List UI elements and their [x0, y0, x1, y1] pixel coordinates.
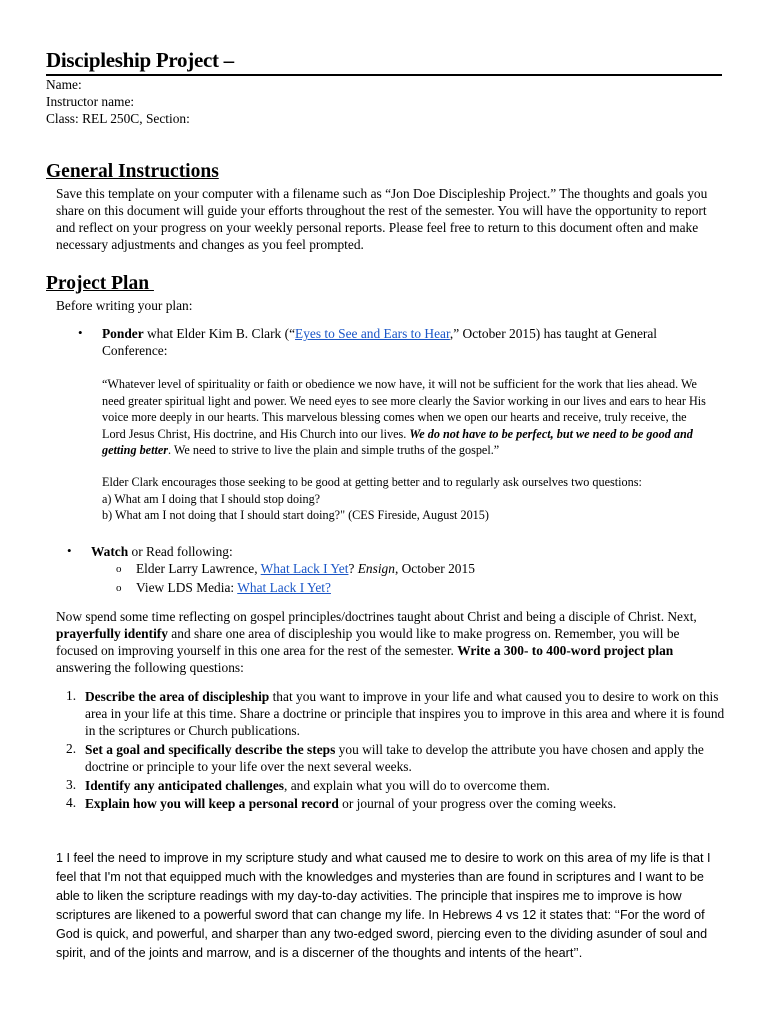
circle-bullet-icon: o	[116, 563, 122, 575]
question-b: b) What am I not doing that I should start doing?" (CES Fireside, August 2015)	[102, 508, 489, 522]
quote-emphasis: We do not have to be perfect, but we need to be good and getting better	[102, 426, 693, 457]
quote-text: “Whatever level of spirituality or faith or obedience we now have, it will not be sufficient for the work that lies ahead. We need greater spiritual light and power. We need eyes to see more clearly the Savior working in our lives and ears to hear His voice more deeply in our hearts. This marvelous blessing comes when we open our hearts and receive, truly receive, the Lord Jesus Christ, His doctrine, and His Church into our lives.	[102, 377, 706, 441]
reflect-paragraph	[56, 608, 724, 676]
watch-item	[91, 543, 233, 560]
watch-subitem-2	[136, 579, 331, 596]
clark-questions	[102, 474, 710, 524]
question-item-3	[85, 777, 725, 794]
question-item-4	[85, 795, 725, 812]
name-field-label: Name:	[46, 77, 82, 92]
list-number: 1.	[66, 688, 77, 703]
question-1-bold: Describe the area of discipleship	[85, 689, 270, 704]
subitem1-mid: ?	[348, 561, 358, 576]
ponder-item	[102, 325, 702, 359]
question-2-rest: you will take to develop the attribute you have chosen and apply the doctrine or principle to your life over the next several weeks.	[85, 742, 704, 774]
project-plan-heading: Project Plan	[46, 273, 154, 294]
reflect-bold-1: prayerfully identify	[56, 626, 168, 641]
list-number: 4.	[66, 795, 77, 810]
student-info	[46, 76, 190, 127]
watch-rest: or Read following:	[128, 544, 233, 559]
question-2-bold: Set a goal and specifically describe the steps	[85, 742, 336, 757]
general-instructions-text: Save this template on your computer with a filename such as “Jon Doe Discipleship Project.” The thoughts and goals you share on this document will guide your efforts throughout the rest of the semester. You will have the opportunity to report and reflect on your progress on your weekly personal reports. Please feel free to return to this document often and make necessary adjustments and changes as you feel prompted.	[56, 186, 708, 252]
subitem1-pre: Elder Larry Lawrence,	[136, 561, 261, 576]
general-instructions-heading: General Instructions	[46, 161, 219, 182]
question-3-bold: Identify any anticipated challenges	[85, 778, 285, 793]
eyes-to-see-link[interactable]: Eyes to See and Ears to Hear	[295, 326, 450, 341]
question-3-rest: , and explain what you will do to overcome them.	[284, 778, 550, 793]
question-a: a) What am I doing that I should stop doing?	[102, 491, 321, 506]
quote-end: . We need to strive to live the plain and simple truths of the gospel.”	[168, 443, 500, 457]
ensign-italic: Ensign	[357, 561, 395, 576]
what-lack-i-yet-link[interactable]: What Lack I Yet	[260, 561, 349, 576]
instructor-field-label: Instructor name:	[46, 94, 135, 109]
plan-intro: Before writing your plan:	[56, 298, 193, 313]
bullet-dot-icon: •	[67, 543, 72, 558]
clark-quote	[102, 376, 710, 459]
reflect-bold-2: Write a 300- to 400-word project plan	[457, 643, 674, 658]
reflect-text-3: answering the following questions:	[56, 660, 244, 675]
question-1-rest: that you want to improve in your life and what caused you to desire to work on this area in your life at this time. Share a doctrine or principle that inspires you to improve in this area and where it is found in the scriptures or Church publications.	[85, 689, 725, 738]
questions-intro: Elder Clark encourages those seeking to be good at getting better and to regularly ask ourselves two questions:	[102, 475, 642, 489]
document-title: Discipleship Project –	[46, 46, 722, 76]
circle-bullet-icon: o	[116, 582, 122, 594]
student-answer: 1 I feel the need to improve in my scripture study and what caused me to desire to work on this area of my life is that I feel that I'm not that equipped much with the knowledges and mysteries than are found in scriptures and I want to be able to liken the scripture readings with my day-to-day activities. The principle that inspires me to improve is how scriptures are likened to a powerful sword that can change my life. In Hebrews 4 vs 12 it states that: ‘‘For the word of God is quick, and powerful, and sharper than any two-edged sword, piercing even to the dividing asunder of soul and spirit, and of the joints and marrow, and is a discerner of the thoughts and intents of the heart’’.	[56, 851, 711, 960]
watch-bold: Watch	[91, 544, 129, 559]
subitem2-pre: View LDS Media:	[136, 580, 238, 595]
question-item-1	[85, 688, 725, 739]
watch-subitem-1	[136, 560, 475, 577]
list-number: 3.	[66, 777, 77, 792]
question-4-bold: Explain how you will keep a personal record	[85, 796, 339, 811]
question-item-2	[85, 741, 725, 775]
reflect-text-1: Now spend some time reflecting on gospel principles/doctrines taught about Christ and being a disciple of Christ. Next,	[56, 609, 697, 624]
subitem1-post: , October 2015	[394, 561, 475, 576]
list-number: 2.	[66, 741, 77, 756]
lds-media-link[interactable]: What Lack I Yet?	[237, 580, 331, 595]
question-4-rest: or journal of your progress over the coming weeks.	[338, 796, 617, 811]
reflect-text-2: and share one area of discipleship you would like to make progress on. Remember, you will be focused on improving yourself in this one area for the rest of the semester.	[56, 626, 680, 658]
bullet-dot-icon: •	[78, 325, 83, 340]
class-field-label: Class: REL 250C, Section:	[46, 111, 190, 126]
ponder-pre: what Elder Kim B. Clark (“	[143, 326, 296, 341]
ponder-post: ,” October 2015) has taught at General Conference:	[102, 326, 658, 358]
ponder-bold: Ponder	[102, 326, 144, 341]
